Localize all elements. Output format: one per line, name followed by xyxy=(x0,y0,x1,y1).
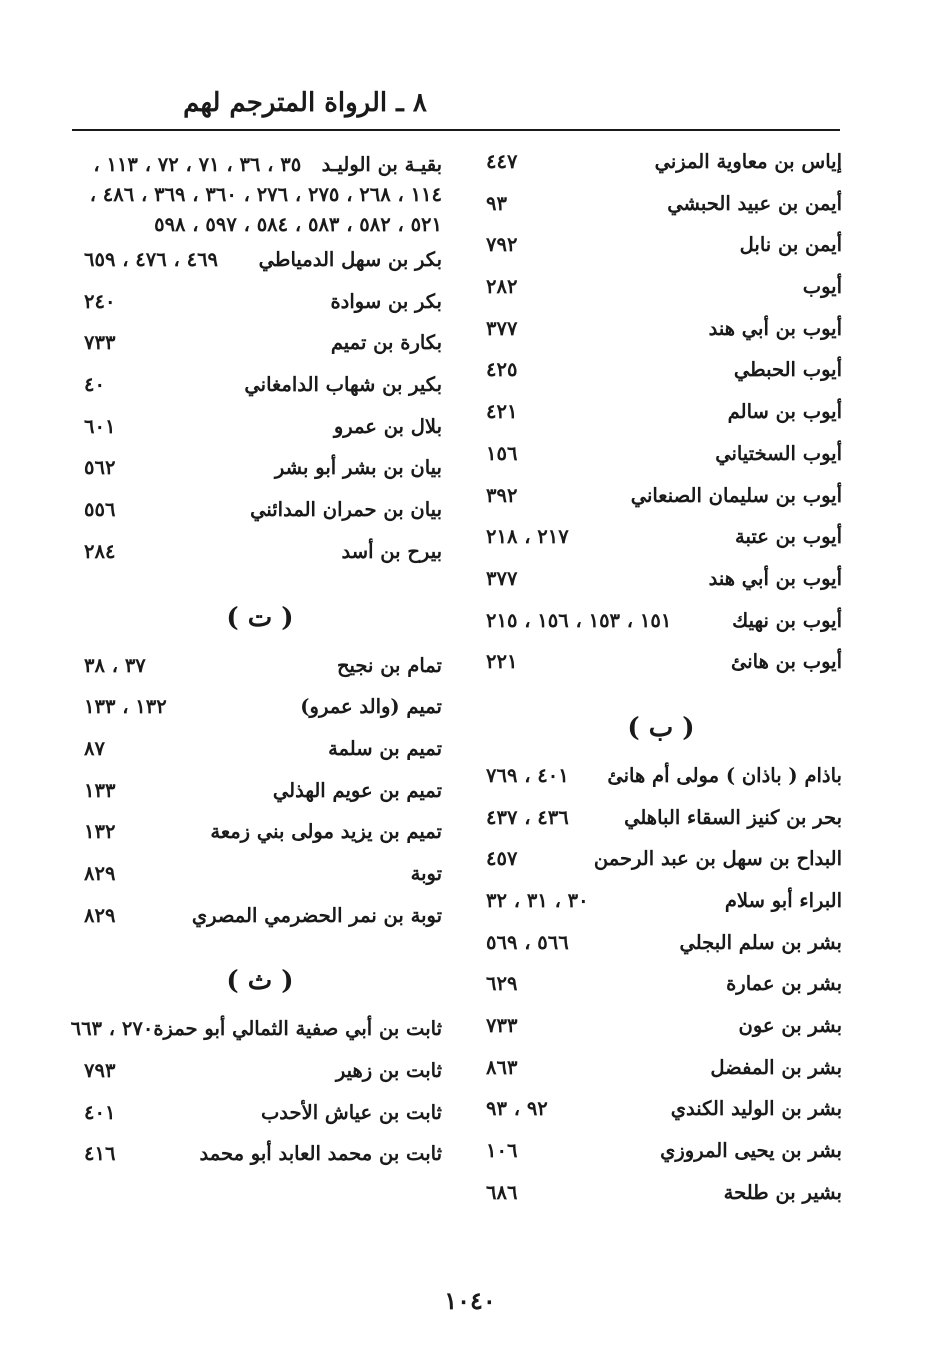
entry-name: أيوب السختياني xyxy=(715,441,842,465)
index-entry xyxy=(78,1059,442,1101)
index-entry xyxy=(480,484,842,526)
index-entry xyxy=(78,737,442,779)
entry-pages: ٦٠١ xyxy=(84,414,116,438)
entry-pages: ١٣٣ xyxy=(84,778,116,802)
entry-name: توبة xyxy=(410,861,442,885)
index-entry xyxy=(480,150,842,192)
section-heading-ba: ( ب ) xyxy=(627,712,695,743)
entry-pages: ٢٢١ xyxy=(486,650,518,674)
entry-pages: ٣٩٢ xyxy=(486,483,518,507)
entry-name: بشر بن عمارة xyxy=(726,972,842,996)
entry-name: إياس بن معاوية المزني xyxy=(654,150,842,173)
index-entry xyxy=(78,150,442,240)
entry-name: بشر بن المفضل xyxy=(710,1055,842,1079)
entry-pages: ٦٢٩ xyxy=(486,972,518,996)
entry-pages: ٩٣ xyxy=(486,191,507,215)
index-entry xyxy=(78,540,442,582)
page-number: ١٠٤٠ xyxy=(444,1286,496,1315)
entry-pages: ٧٣٣ xyxy=(486,1014,518,1038)
entry-name: بيان بن حمران المدائني xyxy=(250,498,442,522)
index-entry xyxy=(480,567,842,609)
entry-name: ثابت بن عياش الأحدب xyxy=(260,1100,442,1124)
entry-pages: ٤٤٧ xyxy=(486,150,518,173)
entry-pages: ٨٢٩ xyxy=(84,903,116,927)
entry-pages: ٤٠ xyxy=(84,373,105,397)
entry-pages: ٩٢ ، ٩٣ xyxy=(486,1097,548,1121)
entry-name: أيوب بن سليمان الصنعاني xyxy=(630,483,842,507)
entry-name: بكر بن سوادة xyxy=(330,289,442,313)
entry-pages: ٤٢٥ xyxy=(486,358,518,382)
index-entry xyxy=(70,1017,442,1059)
index-entry xyxy=(480,806,842,848)
entry-name: بقيـة بن الوليـد xyxy=(321,153,442,176)
entry-name: بكير بن شهاب الدامغاني xyxy=(244,373,442,397)
entry-pages: ١٣٢ ، ١٣٣ xyxy=(84,695,167,719)
entry-name: بحر بن كنيز السقاء الباهلي xyxy=(624,805,842,829)
entry-name: توبة بن نمر الحضرمي المصري xyxy=(191,903,442,927)
entry-pages: ٢١٧ ، ٢١٨ xyxy=(486,525,569,549)
entry-name: بكارة بن تميم xyxy=(330,331,442,355)
entry-pages: ١٥١ ، ١٥٣ ، ١٥٦ ، ٢١٥ xyxy=(486,608,672,632)
entry-name: أيوب بن أبي هند xyxy=(708,566,842,590)
entry-pages: ٥٥٦ xyxy=(84,498,116,522)
index-entry xyxy=(480,764,842,806)
index-entry xyxy=(480,442,842,484)
entry-pages: ٨٧ xyxy=(84,736,105,760)
entry-pages: ٣٧٧ xyxy=(486,566,518,590)
index-entry xyxy=(78,779,442,821)
entry-name: أيمن بن نابل xyxy=(739,233,842,257)
entry-name: بلال بن عمرو xyxy=(333,414,442,438)
entry-pages: ٧٩٢ xyxy=(486,233,518,257)
entry-name: بيان بن بشر أبو بشر xyxy=(274,456,442,480)
entry-name: أيوب بن نهيك xyxy=(732,608,842,632)
entry-name: بشر بن الوليد الكندي xyxy=(670,1097,842,1121)
entry-pages: ٣٠ ، ٣١ ، ٣٢ xyxy=(486,889,589,912)
index-entry xyxy=(78,654,442,696)
entry-pages: ٥٦٢ xyxy=(84,456,116,480)
entry-name: بشر بن عون xyxy=(738,1014,842,1038)
right-column xyxy=(480,150,842,1223)
entry-name: أيمن بن عبيد الحبشي xyxy=(667,191,842,215)
entry-pages: ٧٣٣ xyxy=(84,331,116,355)
entry-pages: ٤٥٧ xyxy=(486,847,518,871)
index-entry xyxy=(480,1014,842,1056)
entry-name: أيوب بن هانئ xyxy=(730,650,842,674)
entry-name: تميم بن سلمة xyxy=(328,736,442,760)
entry-name: أيوب xyxy=(802,275,842,299)
entry-pages: ٦٨٦ xyxy=(486,1180,518,1204)
entry-pages: ٢٧٠ ، ٦٦٣ xyxy=(70,1017,154,1041)
index-entry xyxy=(78,695,442,737)
index-entry xyxy=(78,373,442,415)
entry-name: بشر بن يحيى المروزي xyxy=(660,1139,842,1163)
entry-pages: ٧٩٣ xyxy=(84,1059,116,1082)
index-entry xyxy=(78,331,442,373)
entry-pages: ٣٧٧ xyxy=(486,316,518,340)
entry-pages: ٢٨٤ xyxy=(84,539,116,563)
index-entry xyxy=(78,1142,442,1184)
index-entry xyxy=(78,820,442,862)
entry-name: تميم بن عويم الهذلي xyxy=(272,778,442,802)
index-entry xyxy=(480,317,842,359)
entry-name: أيوب الحبطي xyxy=(733,358,842,382)
entry-pages: ٤٠١ ، ٧٦٩ xyxy=(486,763,569,787)
index-entry xyxy=(480,192,842,234)
index-entry xyxy=(78,904,442,946)
entry-name: ثابت بن أبي صفية الثمالي أبو حمزة xyxy=(153,1017,442,1041)
entry-pages: ٤٣٦ ، ٤٣٧ xyxy=(486,805,569,829)
entry-pages: ١٣٢ xyxy=(84,820,116,844)
entry-name: البراء أبو سلام xyxy=(724,889,842,912)
index-entry xyxy=(480,1181,842,1223)
index-entry xyxy=(78,862,442,904)
section-heading-tha: ( ث ) xyxy=(226,966,294,997)
entry-name: بشر بن سلم البجلي xyxy=(679,930,842,954)
index-entry xyxy=(78,456,442,498)
entry-pages: ٨٦٣ xyxy=(486,1055,518,1079)
index-entry xyxy=(480,1056,842,1098)
entry-pages: ٤٠١ xyxy=(84,1100,116,1124)
entry-pages: ٣٧ ، ٣٨ xyxy=(84,653,146,677)
entry-pages: ٣٥ ، ٣٦ ، ٧١ ، ٧٢ ، ١١٣ ، ١١٤ ، ٢٦٨ ، ٢٧٥ ، ٢٧٦ ، ٣٦٠ ، ٣٦٩ ، ٤٨٦ ، ٥٢١ ، ٥٨٢ ، ٥٨٣ ، ٥٨٤ ، ٥٩٧ ، ٥٩٨ xyxy=(89,153,442,236)
index-entry xyxy=(480,400,842,442)
header-rule xyxy=(72,129,840,131)
index-entry xyxy=(480,233,842,275)
index-entry xyxy=(78,1101,442,1143)
entry-name: تمام بن نجيح xyxy=(336,653,442,677)
entry-pages: ٢٨٢ xyxy=(486,275,518,299)
left-column xyxy=(70,150,442,1184)
entry-name: بكر بن سهل الدمياطي xyxy=(258,248,442,271)
entry-name: البداح بن سهل بن عبد الرحمن xyxy=(593,847,842,871)
entry-name: تميم (والد عمرو) xyxy=(300,695,442,719)
index-entry xyxy=(480,525,842,567)
index-entry xyxy=(480,275,842,317)
entry-pages: ٨٢٩ xyxy=(84,861,116,885)
index-entry xyxy=(480,1139,842,1181)
index-entry xyxy=(480,847,842,889)
index-entry xyxy=(78,415,442,457)
entry-name: تميم بن يزيد مولى بني زمعة xyxy=(210,820,442,844)
index-entry xyxy=(480,931,842,973)
section-heading-ta: ( ت ) xyxy=(226,602,294,633)
entry-name: ثابت بن زهير xyxy=(335,1059,442,1082)
entry-name: بشير بن طلحة xyxy=(723,1180,842,1204)
entry-pages: ٤١٦ xyxy=(84,1142,116,1166)
index-entry xyxy=(480,650,842,692)
entry-pages: ٤٦٩ ، ٤٧٦ ، ٦٥٩ xyxy=(84,248,219,271)
entry-pages: ١٠٦ xyxy=(486,1139,518,1163)
index-entry xyxy=(78,498,442,540)
entry-name: أيوب بن عتبة xyxy=(735,525,842,549)
entry-pages: ٤٢١ xyxy=(486,400,518,424)
index-entry xyxy=(480,1097,842,1139)
index-entry xyxy=(78,248,442,290)
index-entry xyxy=(480,889,842,931)
entry-pages: ٥٦٦ ، ٥٦٩ xyxy=(486,930,569,954)
entry-name: ثابت بن محمد العابد أبو محمد xyxy=(199,1142,442,1166)
page-title: ٨ ـ الرواة المترجم لهم xyxy=(183,88,427,118)
index-entry xyxy=(480,972,842,1014)
entry-name: بيرح بن أسد xyxy=(341,539,442,563)
entry-name: أيوب بن أبي هند xyxy=(708,316,842,340)
entry-name: أيوب بن سالم xyxy=(727,400,842,424)
index-entry xyxy=(480,358,842,400)
entry-name: باذام ( باذان ) مولى أم هانئ xyxy=(607,763,842,787)
index-entry xyxy=(78,290,442,332)
entry-pages: ١٥٦ xyxy=(486,441,518,465)
index-entry xyxy=(480,609,842,651)
entry-pages: ٢٤٠ xyxy=(84,289,116,313)
